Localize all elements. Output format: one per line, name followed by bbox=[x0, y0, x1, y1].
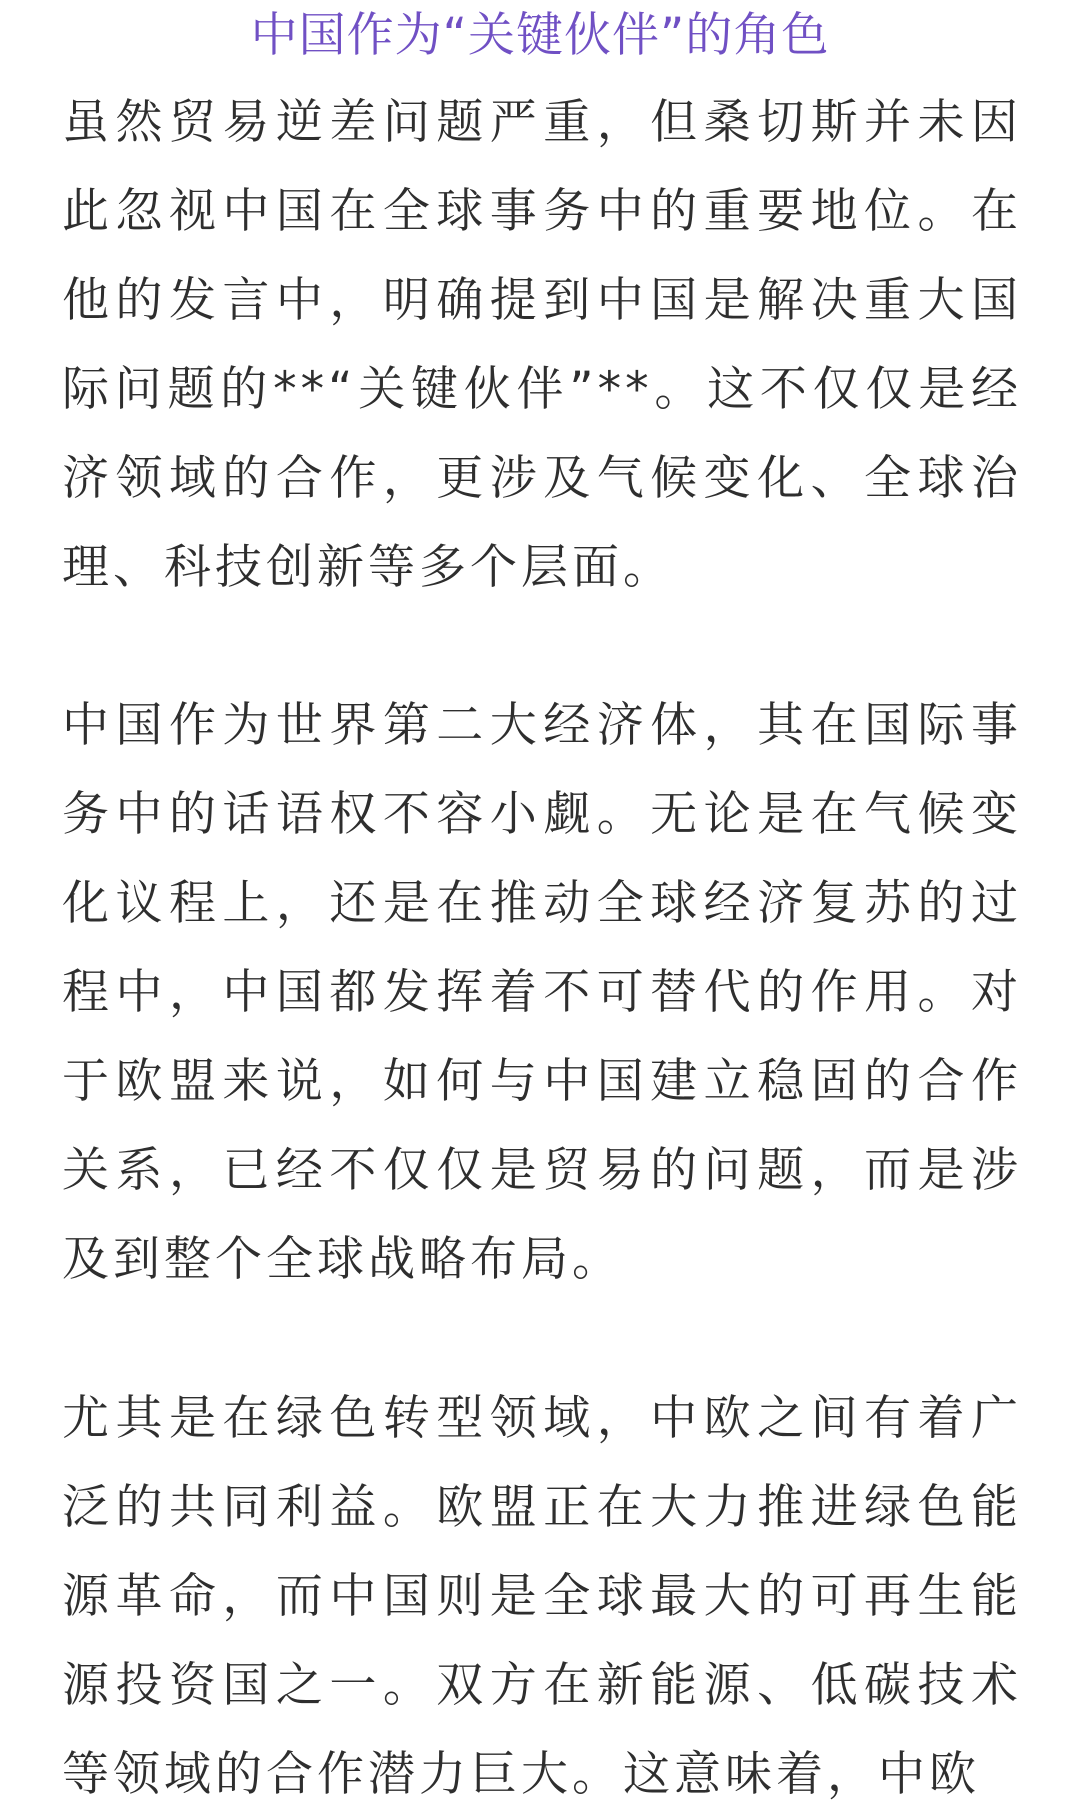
paragraph: 虽然贸易逆差问题严重，但桑切斯并未因此忽视中国在全球事务中的重要地位。在他的发言中，明确提到中国是解决重大国际问题的**“关键伙伴”**。这不仅仅是经济领域的合作，更涉及气候变化、全球治理、科技创新等多个层面。 bbox=[62, 95, 1022, 595]
section-heading: 中国作为“关键伙伴”的角色 bbox=[250, 8, 830, 63]
paragraph: 中国作为世界第二大经济体，其在国际事务中的话语权不容小觑。无论是在气候变化议程上，还是在推动全球经济复苏的过程中，中国都发挥着不可替代的作用。对于欧盟来说，如何与中国建立稳固的合作关系，已经不仅仅是贸易的问题，而是涉及到整个全球战略布局。 bbox=[62, 698, 1022, 1287]
paragraph: 尤其是在绿色转型领域，中欧之间有着广泛的共同利益。欧盟正在大力推进绿色能源革命，而中国则是全球最大的可再生能源投资国之一。双方在新能源、低碳技术等领域的合作潜力巨大。这意味着，中欧 bbox=[62, 1391, 1022, 1802]
